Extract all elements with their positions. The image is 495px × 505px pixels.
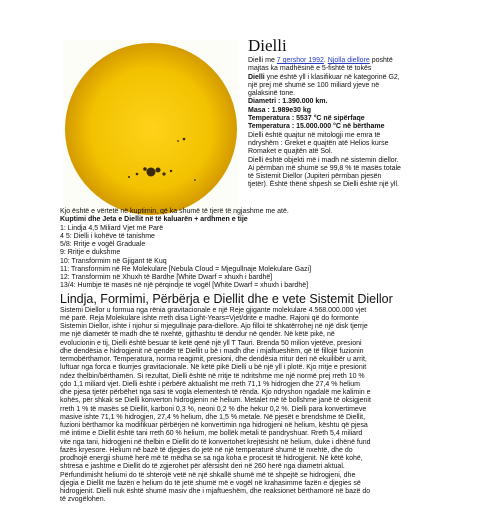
lifecycle-item: 9: Rritje e dukshme [60, 249, 121, 257]
infobox-line [248, 57, 488, 65]
infobox-link[interactable]: Njolla diellore [327, 57, 370, 64]
body-line: të zvogëlohen. [60, 496, 106, 504]
infobox-line [248, 123, 488, 131]
infobox-text: të Sistemit Diellor (Jupiteri përmban pjesën [248, 173, 382, 181]
body-line: kohës, për shkak se Dielli konverton hidrogjenin në helium. Metalet më të bollshme janë të oksigjenit [60, 397, 371, 405]
infobox-line [248, 140, 488, 148]
infobox [248, 37, 488, 190]
lifecycle-item: 10: Transformim në Gjigant të Kuq [60, 257, 167, 265]
infobox-line [248, 157, 488, 165]
lifecycle-item: 13/4: Humbje të masës në një përqindje të vogël [White Dwarf = xhuxh i bardhë] [60, 282, 309, 290]
body-line: çdo 1,1 miliard vjet. Dielli është i përbërë aktualisht me rreth 71,1 % hidrogjen dhe 27,4 % helium [60, 380, 360, 388]
infobox-text: galaksinë tone. [248, 90, 296, 98]
infobox-text: Dielli me [248, 57, 277, 64]
infobox-text: tjetër). Është thënë shpesh se Dielli është një yll. [248, 181, 399, 189]
body-line: hidrogjenit. Dielli nuk është shumë masiv dhe i mjaftueshëm, dhe reaksionet bërthamorë në bazë do [60, 488, 371, 495]
intro-tail: Kjo është e vërtetë në kuptimin, që ka shumë të tjerë të ngjashme me atë. [60, 208, 289, 215]
infobox-bold-text: Diametri : 1.390.000 km. [248, 98, 328, 106]
lifecycle-item: 12: Transformim në Xhuxh të Bardhe [White Dwarf = xhuxh i bardhë] [60, 274, 273, 281]
body-line: vite nga tani, hidrogjeni në thelbin e Diellit do të konvertohet krejtësisht në helium, duke i dhënë fund [60, 438, 371, 446]
body-line: djegia e Diellit me fazën e helium do të jetë shumë më e vogël në krahasimme fazën e djegies së [60, 479, 361, 487]
body-line: Sistemin Diellor, ishte i njohur si mjegullnaje para-diellore. Ajo filloi të shkatërrohej në një disk tjerrje [60, 323, 368, 330]
infobox-text: majtas ka madhësinë e 5-fishtë të tokës [248, 65, 372, 73]
body-line: dhe pjesa tjetër përbëhet nga sasi të vogla elementesh të rënda. Kjo ndryshon ngadalë me kalimin e [60, 389, 371, 396]
infobox-text: Ai përmban më shumë se 99,8 % të masës totale [248, 164, 401, 172]
infobox-line [248, 132, 488, 140]
infobox-line [248, 181, 488, 189]
infobox-text: . [323, 57, 328, 64]
body-line: ndez thelbin/bërthamën. Si rezultat, Dielli është në rritje të ndritshme me një normë prej rreth 10 % [60, 372, 365, 380]
body-line: luftuar nga forca e tkurrjes gravitacionale. Në këtë pikë Dielli u bë një yll i plotë. Kjo rritje e presionit [60, 364, 367, 372]
infobox-text: një prej më shumë se 100 miliard yjeve në [248, 81, 380, 89]
body-line: fuzioni bërthamor ka modifikuar përbërjen në konvertimin nga hidrogjeni në helium, kështu që pjesa [60, 422, 368, 429]
infobox-line [248, 98, 488, 106]
sun-photo [63, 40, 238, 217]
section-body [60, 307, 485, 505]
body-line: më parë. Reja Molekulare ishte rreth disa Light-Years=Vjet/drite e madhe. Rajoni që do formonte [60, 314, 359, 322]
body-line: masive ishte 71,1 % hidrogjen, 27,4 % helium, dhe 1,5 % metale. Në pjesët e brendshme të Diellit, [60, 413, 366, 421]
infobox-bold-text: Temperatura : 15.000.000 °C në bërthame [248, 123, 385, 131]
infobox-lines [248, 57, 488, 190]
sun-photo-icon [63, 40, 238, 217]
infobox-bold-text: Dielli [248, 73, 265, 81]
infobox-bold-text: Temperatura : 5537 °C në sipërfaqe [248, 115, 365, 123]
sun-disc [65, 43, 237, 215]
body-line: evolucionin e tij, Dielli është besuar të ketë qenë një yll T Tauri. Brenda 50 milion vjetëve, presioni [60, 339, 362, 347]
infobox-line [248, 65, 488, 73]
infobox-line [248, 165, 488, 173]
infobox-text: ndryshëm : Greket e quajtën atë Helios kurse [248, 139, 389, 147]
body-line: prodhojë energji shumë herë më të mëdha se sa nga koha e procesit të hidrogjenit. Në këtë kohë, [60, 455, 363, 462]
main-content [60, 208, 485, 505]
infobox-line [248, 148, 488, 156]
infobox-text: Dielli është quajtur në mitologji me emra të [248, 131, 381, 139]
infobox-link[interactable]: 7 qershor 1992 [276, 57, 324, 64]
body-line: rreth 1 % të masës së Diellit, karboni 0,3 %, neoni 0,2 % dhe hekur 0,2 %. Dielli para konvertimeve [60, 405, 367, 413]
lifecycle-list [60, 225, 485, 291]
section-heading: Lindja, Formimi, Përbërja e Diellit dhe e vete Sistemit Diellor [60, 291, 393, 306]
body-line: Sistemi Diellor u formua nga rënia gravitacionale e një Reje gjigante molekulare 4.568.000.000 vjet [60, 306, 367, 314]
lifecycle-item: 1: Lindja 4,5 Miliard Vjet më Parë [60, 224, 164, 232]
infobox-text: Dielli është objekti më i madh në sistemin diellor. [248, 156, 399, 164]
page-title: Dielli [248, 36, 287, 55]
infobox-text: yne është yll i klasifikuar në kategorinë G2, [264, 73, 400, 81]
body-line: termobërthamor. Temperatura, norma reagimit, presioni, dhe dendësia rritur deri në ekuilibër u arrit, [60, 356, 367, 363]
lifecycle-item: 4 5: Dielli i kohëve të tanishme [60, 232, 155, 240]
lifecycle-item: 11: Transformim në Re Molekulare [Nebula Cloud = Mjegullnaje Molekulare Gazi] [60, 265, 312, 273]
body-line: fazës kryesore. Helium në bazë të djegies do jetë në një temperaturë shumë të nxehtë, dhe do [60, 446, 353, 454]
infobox-bold-text: Masa : 1.989e30 kg [248, 106, 312, 114]
infobox-line [248, 107, 488, 115]
body-line: shtresa e jashtme e Diellit do të zgjerohet për afërsisht deri në 260 herë nga diametri aktual. [60, 463, 345, 471]
lifecycle-item: 5/8: Rritje e vogël Graduale [60, 241, 146, 248]
body-line: më intime e Diellit është tani rreth 60 % helium, me bollëk metali të pandryshuar. Rreth 5,4 miliard [60, 430, 363, 438]
infobox-text: Romaket e quajtën atë Sol. [248, 148, 333, 156]
lifecycle-heading: Kuptimi dhe Jeta e Diellit në të kaluarën + ardhmen e tije [60, 216, 248, 224]
infobox-text: poshtë [369, 57, 393, 64]
body-line: dhe dendësia e hidrogjenit në qendër të Diellit u bë i madh dhe i mjaftueshëm, që të fillojë fuzionin [60, 347, 364, 355]
body-line: me një diametër të madh dhe të nxehtë, gjithashtu të dendur në qendër. Në këtë pikë, në [60, 331, 335, 339]
infobox-line [248, 90, 488, 98]
infobox-line [248, 82, 488, 90]
body-line: Përfundimisht heliumi do të shterojë vetë në një shkallë shumë më të shpejtë se hidrogjeni, dhe [60, 471, 356, 479]
infobox-line [248, 74, 488, 82]
